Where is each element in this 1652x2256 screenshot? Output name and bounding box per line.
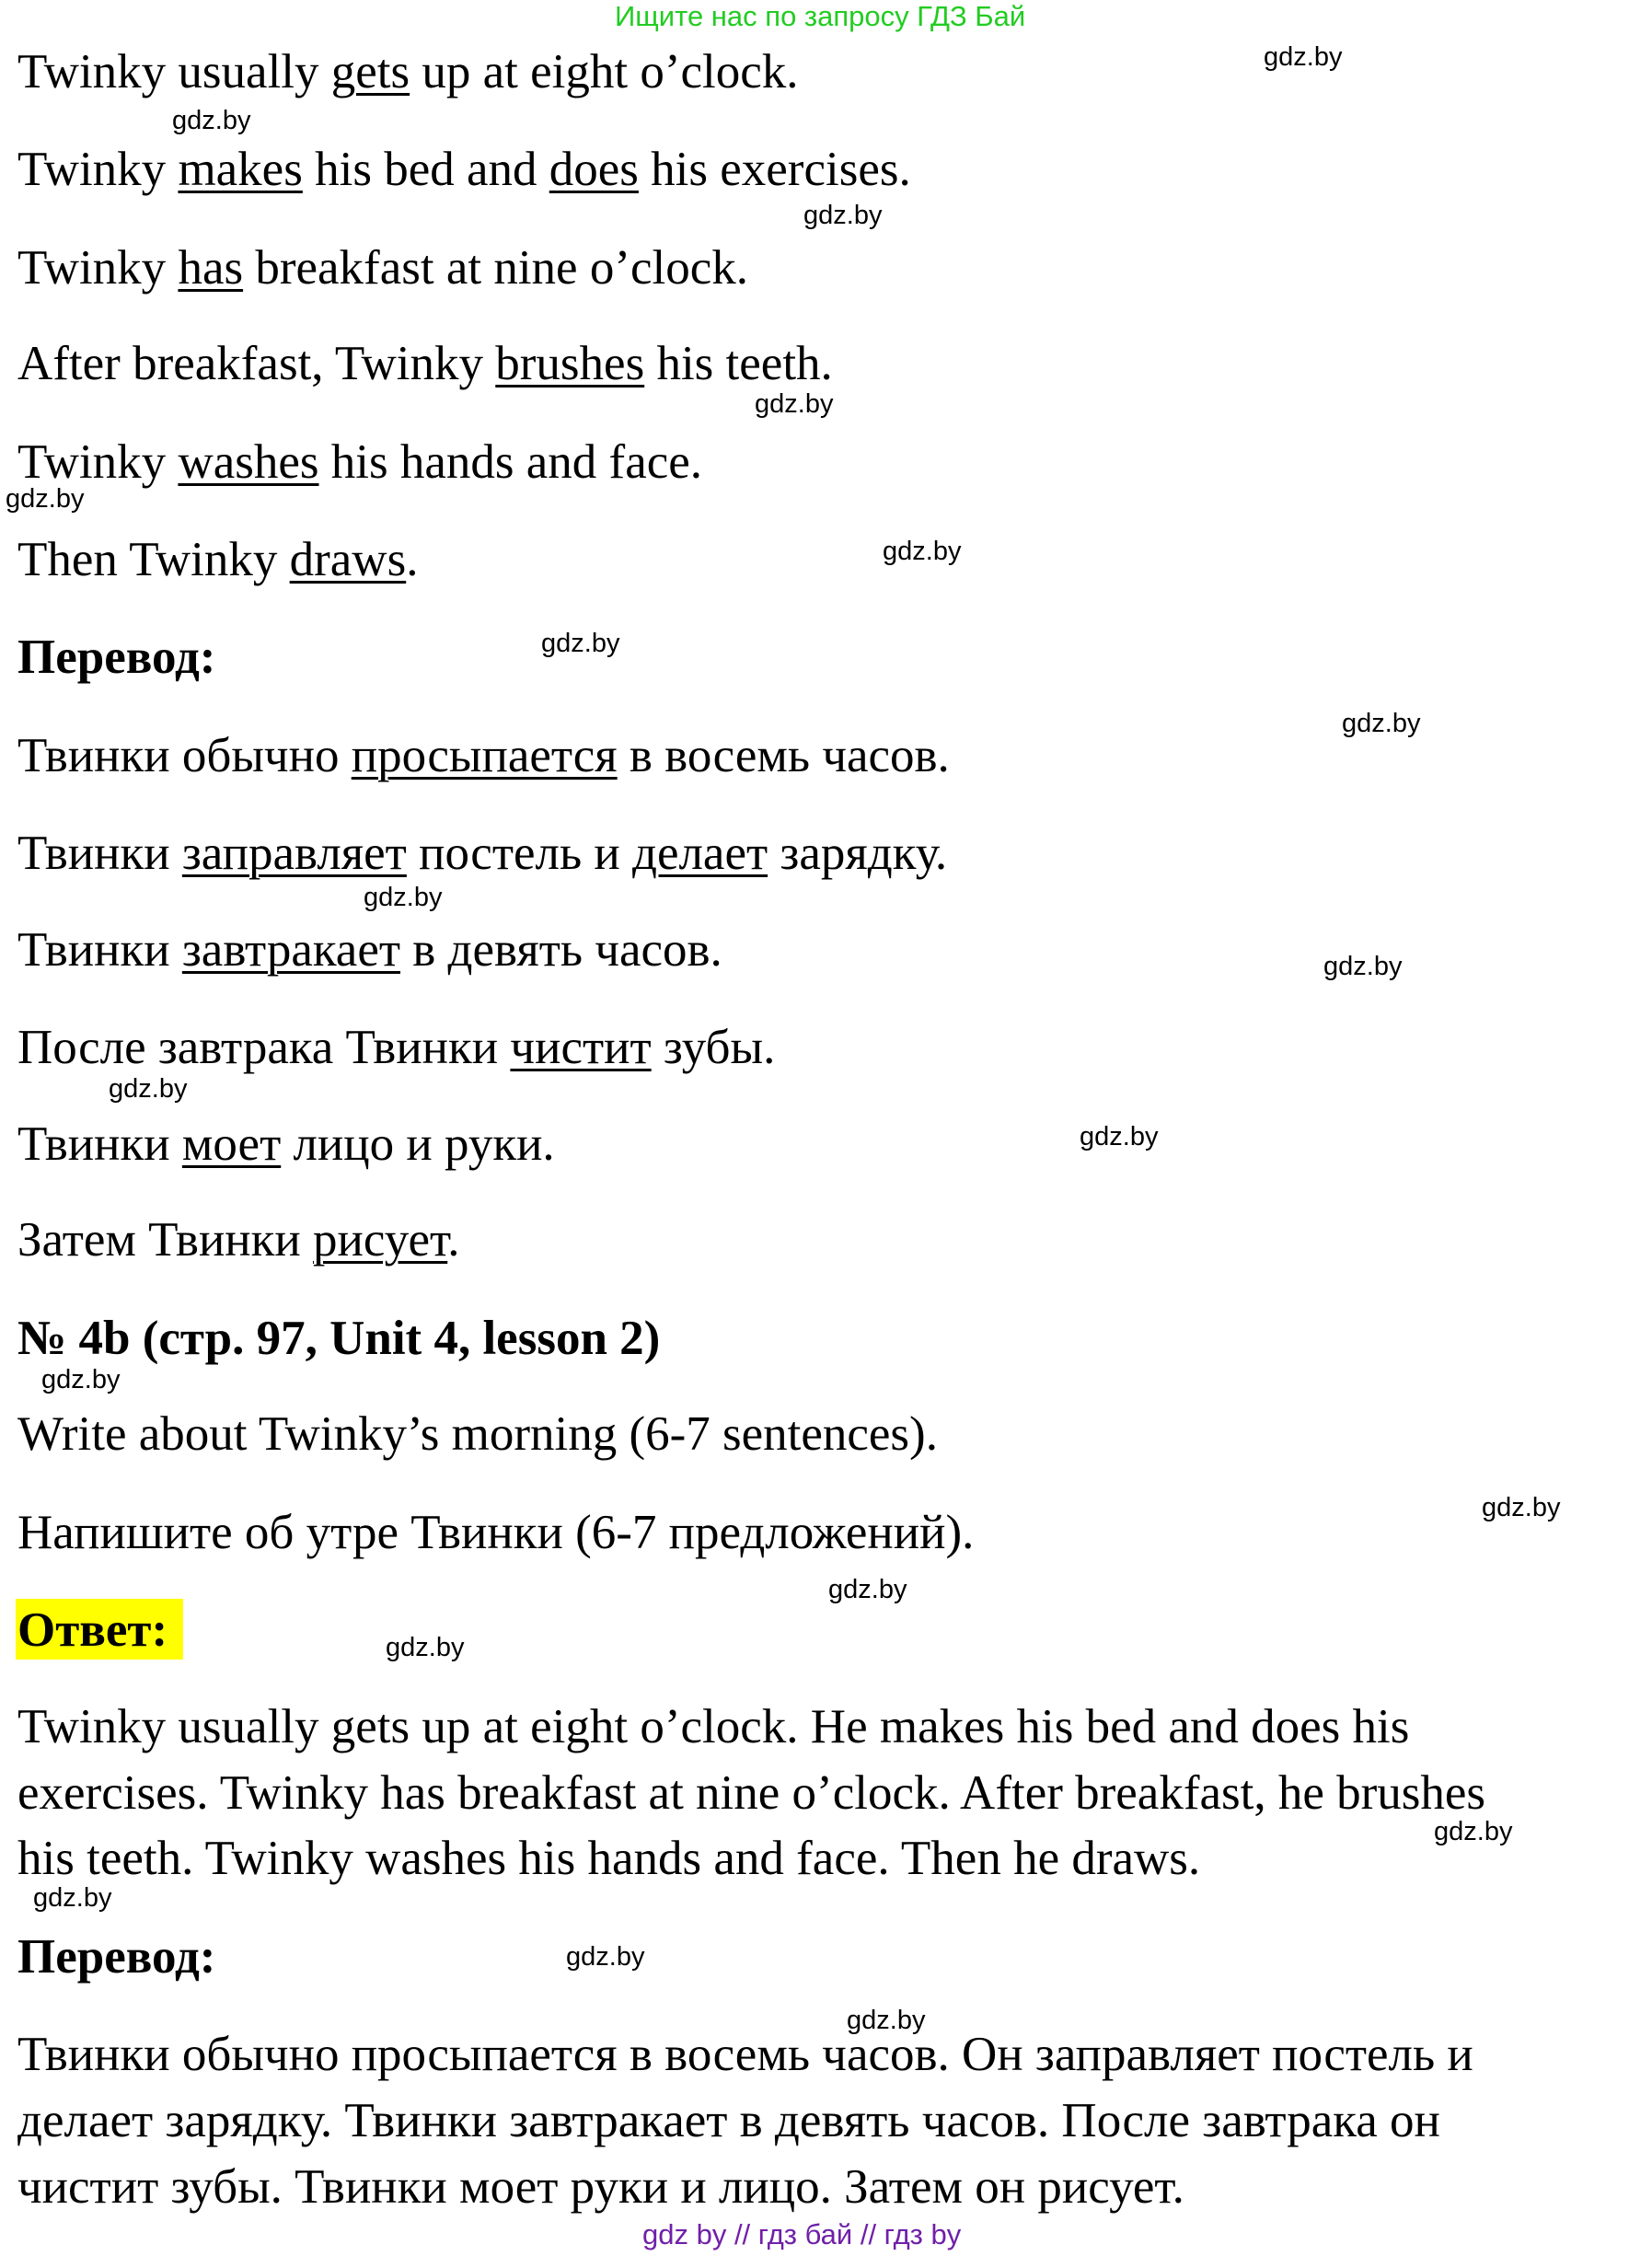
underlined-verb: рисует [313, 1213, 448, 1267]
text-line [17, 2027, 1473, 2082]
footer-links[interactable]: gdz by // гдз бай // гдз by [642, 2218, 962, 2250]
watermark-label: gdz.by [847, 2006, 926, 2035]
text-segment: постель и [406, 827, 632, 880]
watermark-label: gdz.by [1342, 709, 1421, 738]
text-segment: up at eight o’clock. [410, 45, 799, 98]
section-heading [17, 630, 215, 685]
text-segment: breakfast at nine o’clock. [243, 241, 748, 295]
text-segment: Напишите об утре Твинки (6-7 предложений). [17, 1506, 975, 1559]
text-segment: exercises. Twinky has breakfast at nine o’clock. After breakfast, he brushes [17, 1766, 1486, 1820]
text-line [17, 2159, 1184, 2215]
underlined-verb: завтракает [181, 923, 401, 977]
underlined-verb: makes [178, 143, 303, 196]
text-segment: his bed and [302, 143, 549, 196]
text-segment: Twinky [17, 143, 179, 196]
text-segment: his teeth. Twinky washes his hands and face. Then he draws. [17, 1832, 1201, 1885]
text-segment: Твинки обычно просыпается в восемь часов. Он заправляет постель и [17, 2028, 1473, 2081]
underlined-verb: делает [631, 827, 768, 880]
section-heading [17, 1602, 168, 1658]
section-heading [17, 1929, 215, 1984]
text-line [17, 44, 799, 99]
text-line [17, 1699, 1409, 1754]
watermark-label: gdz.by [41, 1365, 121, 1394]
text-line [17, 2093, 1440, 2148]
text-segment: Ответ: [17, 1603, 168, 1657]
text-line [17, 1831, 1200, 1886]
text-line [17, 532, 418, 587]
text-line [17, 1212, 459, 1267]
watermark-label: gdz.by [883, 537, 962, 566]
watermark-label: gdz.by [364, 883, 443, 912]
text-line [17, 922, 722, 978]
underlined-verb: просыпается [351, 729, 618, 782]
watermark-label: gdz.by [1482, 1493, 1561, 1522]
underlined-verb: заправляет [181, 827, 407, 880]
text-segment: Twinky usually gets up at eight o’clock. He makes his bed and does his [17, 1700, 1410, 1753]
text-segment: After breakfast, Twinky [17, 337, 496, 390]
watermark-label: gdz.by [541, 629, 620, 658]
text-line [17, 336, 833, 391]
text-line [17, 434, 702, 490]
text-segment: . [406, 533, 419, 586]
text-segment: лицо и руки. [281, 1117, 555, 1171]
text-segment: Write about Twinky’s morning (6-7 sentences). [17, 1407, 938, 1461]
watermark-label: gdz.by [109, 1074, 188, 1104]
text-segment: Твинки [17, 923, 182, 977]
text-segment: Twinky [17, 435, 179, 489]
text-segment: зубы. [651, 1021, 776, 1074]
watermark-label: gdz.by [828, 1575, 907, 1604]
text-segment: Перевод: [17, 1930, 216, 1984]
watermark-label: gdz.by [6, 484, 85, 514]
watermark-label: gdz.by [1264, 42, 1343, 72]
text-segment: чистит зубы. Твинки моет руки и лицо. Затем он рисует. [17, 2160, 1184, 2214]
text-segment: Перевод: [17, 631, 216, 684]
text-segment: Твинки обычно [17, 729, 352, 782]
text-segment: зарядку. [768, 827, 948, 880]
watermark-label: gdz.by [803, 201, 883, 230]
watermark-label: gdz.by [1080, 1122, 1159, 1151]
section-heading [17, 1311, 660, 1366]
watermark-label: gdz.by [33, 1883, 112, 1913]
text-segment: . [447, 1213, 460, 1267]
text-line [17, 728, 950, 783]
text-segment: в восемь часов. [617, 729, 950, 782]
text-segment: Твинки [17, 827, 182, 880]
text-segment: После завтрака Твинки [17, 1021, 511, 1074]
watermark-label: gdz.by [1434, 1817, 1513, 1846]
text-line [17, 142, 911, 197]
underlined-verb: gets [330, 45, 410, 98]
text-segment: Then Twinky [17, 533, 290, 586]
watermark-label: gdz.by [566, 1942, 645, 1972]
underlined-verb: моет [181, 1117, 282, 1171]
text-segment: Twinky usually [17, 45, 331, 98]
text-segment: в девять часов. [400, 923, 722, 977]
text-line [17, 240, 748, 295]
text-segment: Twinky [17, 241, 179, 295]
underlined-verb: чистит [510, 1021, 652, 1074]
watermark-label: gdz.by [172, 106, 251, 135]
text-segment: № 4b (стр. 97, Unit 4, lesson 2) [17, 1312, 661, 1365]
text-line [17, 1020, 775, 1075]
text-line [17, 1505, 974, 1560]
underlined-verb: has [178, 241, 244, 295]
search-hint-banner: Ищите нас по запросу ГДЗ Бай [615, 0, 1026, 32]
watermark-label: gdz.by [755, 389, 834, 419]
text-segment: his exercises. [638, 143, 911, 196]
watermark-label: gdz.by [386, 1633, 465, 1662]
text-segment: his hands and face. [318, 435, 703, 489]
text-segment: делает зарядку. Твинки завтракает в девять часов. После завтрака он [17, 2094, 1440, 2147]
text-segment: Твинки [17, 1117, 182, 1171]
underlined-verb: draws [289, 533, 407, 586]
text-segment: Затем Твинки [17, 1213, 314, 1267]
watermark-label: gdz.by [1323, 952, 1403, 981]
text-line [17, 1765, 1485, 1821]
underlined-verb: washes [178, 435, 319, 489]
text-line [17, 1406, 938, 1462]
underlined-verb: does [549, 143, 639, 196]
text-segment: his teeth. [644, 337, 833, 390]
underlined-verb: brushes [495, 337, 645, 390]
text-line [17, 826, 947, 881]
text-line [17, 1116, 555, 1172]
